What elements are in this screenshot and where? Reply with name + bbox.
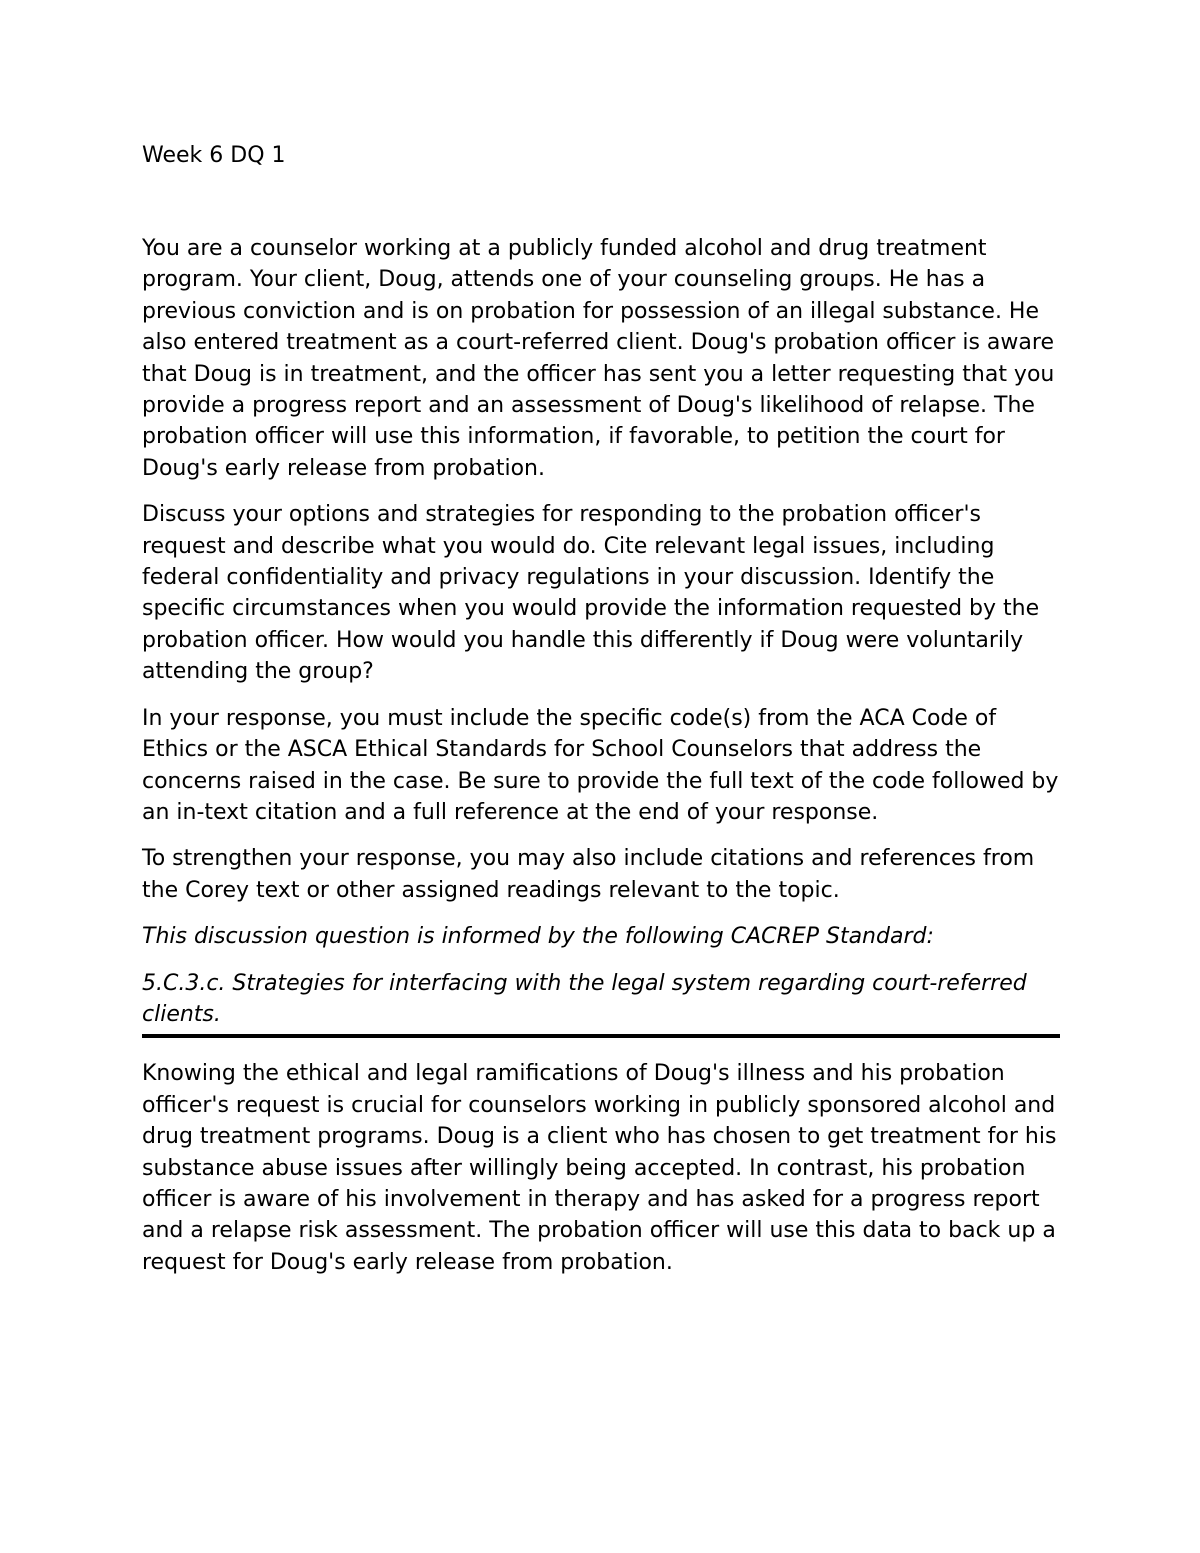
prompt-paragraph-code-requirement: In your response, you must include the specific code(s) from the ACA Code of Ethics or the ASCA Ethical Standards for School Counselors that address the concerns raised in the case. Be sure to provide the full text of the code followed by an in-text citation and a full reference at the end of your response. bbox=[142, 705, 1059, 825]
cacrep-standard-intro: This discussion question is informed by the following CACREP Standard: bbox=[142, 924, 934, 950]
cacrep-standard-text: 5.C.3.c. Strategies for interfacing with the legal system regarding court-referred clients. bbox=[142, 970, 1027, 1027]
response-paragraph: Knowing the ethical and legal ramifications of Doug's illness and his probation officer's request is crucial for counselors working in publicly sponsored alcohol and drug treatment programs. Doug is a client who has chosen to get treatment for his substance abuse issues after willingly being accepted. In contrast, his probation officer is aware of his involvement in therapy and has asked for a progress report and a relapse risk assessment. The probation officer will use this data to back up a request for Doug's early release from probation. bbox=[142, 1061, 1057, 1275]
prompt-paragraph-strengthen: To strengthen your response, you may also include citations and references from the Corey text or other assigned readings relevant to the topic. bbox=[142, 846, 1035, 903]
section-divider bbox=[142, 1034, 1060, 1038]
document-body bbox=[142, 140, 1062, 1293]
prompt-paragraph-scenario: You are a counselor working at a publicly funded alcohol and drug treatment program. Your client, Doug, attends one of your counseling groups. He has a previous conviction and is on probation for possession of an illegal substance. He also entered treatment as a court-referred client. Doug's probation officer is aware that Doug is in treatment, and the officer has sent you a letter requesting that you provide a progress report and an assessment of Doug's likelihood of relapse. The probation officer will use this information, if favorable, to petition the court for Doug's early release from probation. bbox=[142, 236, 1055, 481]
document-title: Week 6 DQ 1 bbox=[142, 143, 286, 168]
prompt-paragraph-discussion: Discuss your options and strategies for responding to the probation officer's request and describe what you would do. Cite relevant legal issues, including federal confidentiality and privacy regulations in your discussion. Identify the specific circumstances when you would provide the information requested by the probation officer. How would you handle this differently if Doug were voluntarily attending the group? bbox=[142, 502, 1040, 685]
